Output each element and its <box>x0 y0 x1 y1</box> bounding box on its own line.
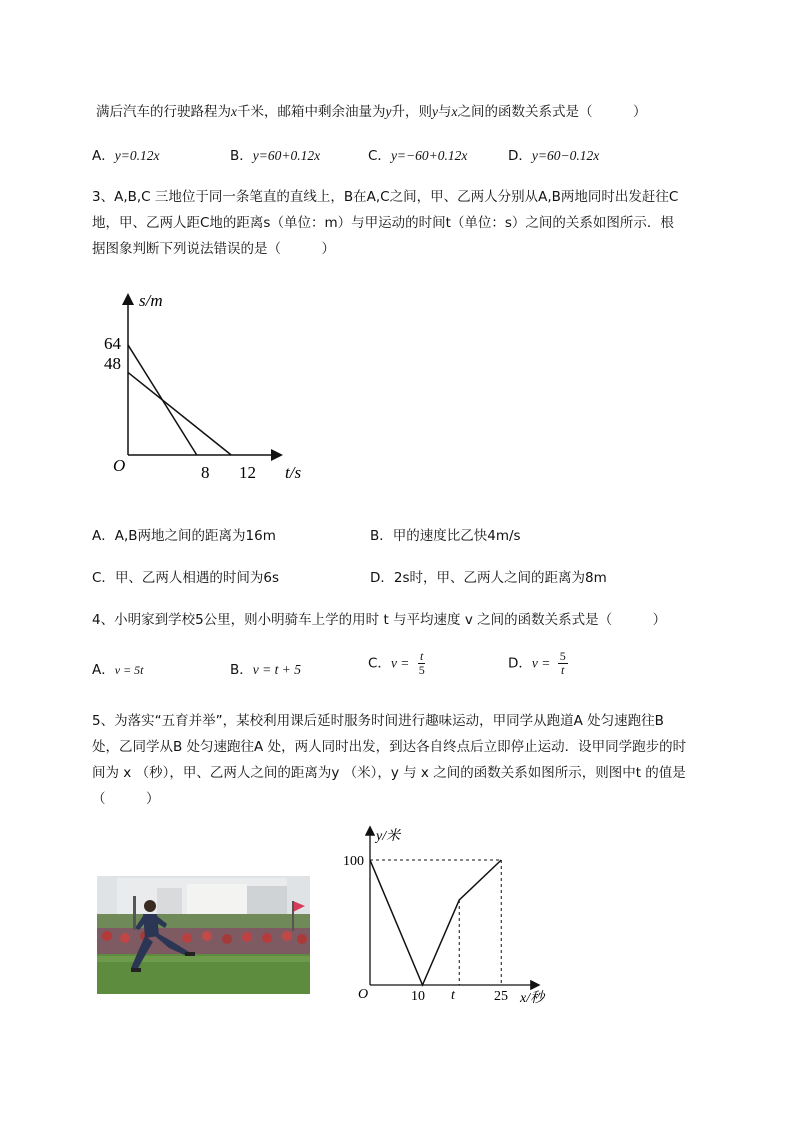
q4-stem: 4、小明家到学校5公里，则小明骑车上学的用时 t 与平均速度 v 之间的函数关系式是（ ） <box>92 612 667 628</box>
q5-xtick-t: t <box>451 988 455 1003</box>
q3-option-c[interactable]: C．甲、乙两人相遇的时间为6s <box>92 570 280 586</box>
q2-stem: 满后汽车的行驶路程为x千米，邮箱中剩余油量为y升，则y与x之间的函数关系式是（ ） <box>96 104 647 120</box>
q5-ylabel: y/米 <box>376 829 401 844</box>
q5-chart <box>340 822 560 1008</box>
q2-option-b[interactable]: B．y=60+0.12x <box>230 148 321 164</box>
q3-option-b[interactable]: B．甲的速度比乙快4m/s <box>370 528 521 544</box>
q3-option-d[interactable]: D．2s时，甲、乙两人之间的距离为8m <box>370 570 607 586</box>
q5-stem-line1: 5、为落实“五育并举”，某校利用课后延时服务时间进行趣味运动，甲同学从跑道A 处匀速跑往B <box>92 713 664 729</box>
q5-stem-line4: （ ） <box>92 791 160 807</box>
q3-xtick-12: 12 <box>239 463 256 482</box>
q5-xtick-25: 25 <box>494 989 508 1004</box>
q4-c-fraction: $\frac{t}{5}$ <box>418 649 425 677</box>
q4-d-fraction: $\frac{5}{t}$ <box>559 649 566 677</box>
q2-option-a[interactable]: A．y=0.12x <box>92 148 160 164</box>
q5-xlabel: x/秒 <box>520 991 545 1006</box>
q4-option-d[interactable]: D．v = $\frac{5}{t}$ <box>508 649 566 677</box>
q3-ytick-48: 48 <box>104 354 121 373</box>
q3-stem-line3: 据图象判断下列说法错误的是（ ） <box>92 241 335 257</box>
q3-xlabel: t/s <box>285 463 302 482</box>
q3-stem-line2: 地，甲、乙两人距C地的距离s（单位：m）与甲运动的时间t（单位：s）之间的关系如图所示．根 <box>92 215 674 231</box>
q3-ylabel: s/m <box>139 291 163 310</box>
q3-ytick-64: 64 <box>104 334 121 353</box>
q3-xtick-8: 8 <box>201 463 210 482</box>
q5-series-y <box>370 860 501 985</box>
q3-origin: O <box>113 456 126 475</box>
q3-stem-line1: 3、A,B,C 三地位于同一条笔直的直线上，B在A,C之间，甲、乙两人分别从A,B两地同时出发赶往C <box>92 189 679 205</box>
q2-option-d[interactable]: D．y=60−0.12x <box>508 148 600 164</box>
q5-stem-line2: 处，乙同学从B 处匀速跑往A 处，两人同时出发，到达各自终点后立即停止运动．设甲同学跑步的时 <box>92 739 687 755</box>
q4-option-a[interactable]: A．v = 5t <box>92 662 144 678</box>
q4-option-b[interactable]: B．v = t + 5 <box>230 662 301 678</box>
q5-stem-line3: 间为 x （秒），甲、乙两人之间的距离为y （米），y 与 x 之间的函数关系如图所示，则图中t 的值是 <box>92 765 686 781</box>
q3-chart <box>95 288 325 488</box>
q5-xtick-10: 10 <box>411 989 425 1004</box>
q5-ytick-100: 100 <box>343 854 364 869</box>
runner-photo <box>97 876 310 994</box>
q3-series-yi <box>128 372 231 455</box>
q2-option-c[interactable]: C．y=−60+0.12x <box>368 148 468 164</box>
q5-origin: O <box>358 987 369 1002</box>
q3-option-a[interactable]: A．A,B两地之间的距离为16m <box>92 528 276 544</box>
q4-option-c[interactable]: C．v = $\frac{t}{5}$ <box>368 649 425 677</box>
